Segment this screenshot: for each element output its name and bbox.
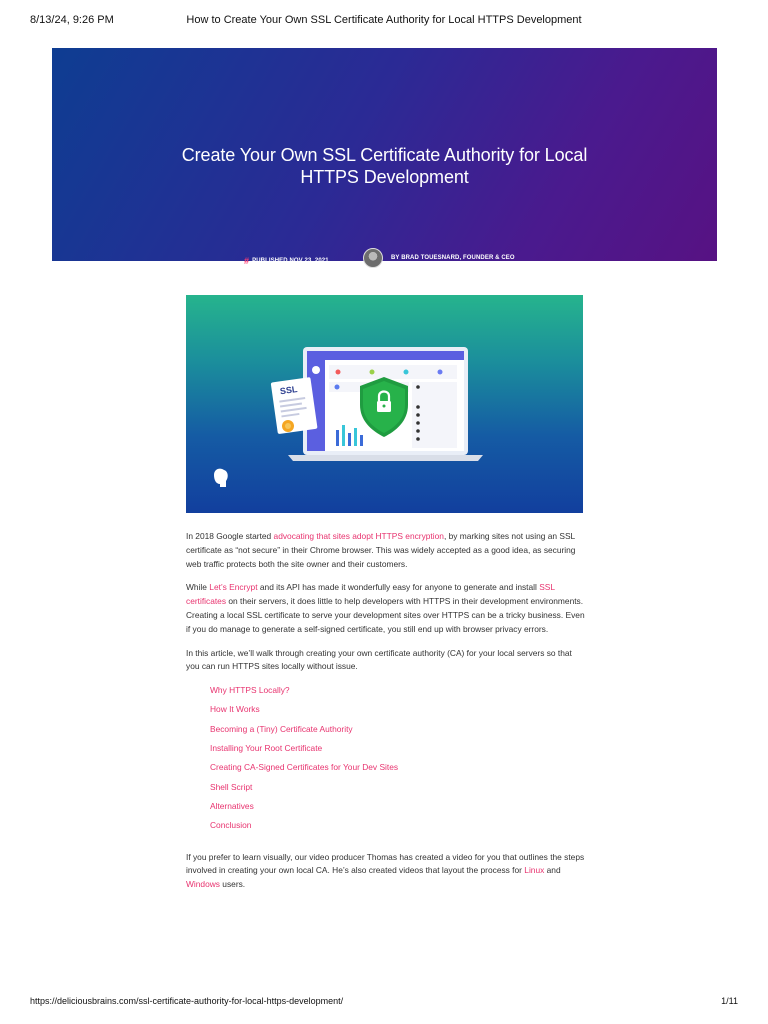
laptop-base bbox=[288, 455, 483, 461]
toc-item[interactable] bbox=[210, 800, 586, 819]
toc-link-conclusion[interactable]: Conclusion bbox=[210, 820, 252, 831]
article-body bbox=[186, 530, 586, 902]
feature-illustration bbox=[186, 295, 583, 513]
toc-link-how-it-works[interactable]: How It Works bbox=[210, 704, 260, 715]
toc-item[interactable] bbox=[210, 703, 586, 722]
page-url: https://deliciousbrains.com/ssl-certificate-authority-for-local-https-development/ bbox=[30, 996, 344, 1006]
article-title-line-2: HTTPS Development bbox=[300, 167, 469, 187]
article-title bbox=[52, 144, 717, 188]
paragraph-overview: In this article, we’ll walk through creating your own certificate authority (CA) for your local servers so that you can run HTTPS sites locally without issue. bbox=[186, 647, 572, 672]
link-lets-encrypt[interactable]: Let’s Encrypt bbox=[209, 582, 258, 593]
toc-link-why-https[interactable]: Why HTTPS Locally? bbox=[210, 685, 290, 696]
user-icon bbox=[312, 366, 320, 374]
print-page-title: How to Create Your Own SSL Certificate Authority for Local HTTPS Development bbox=[186, 14, 582, 26]
app-topbar bbox=[307, 351, 464, 360]
paragraph-letsencrypt: While Let’s Encrypt and its API has made it wonderfully easy for anyone to generate and install SSL certificates on their servers, it does little to help developers with HTTPS in their development environments. Creating a local SSL certificate to serve your development sites over HTTPS can be a tricky business. Even if you do manage to generate a self-signed certificate, you still end up with browser privacy errors. bbox=[186, 582, 585, 634]
hash-icon: # bbox=[244, 256, 250, 266]
toc-link-shell-script[interactable]: Shell Script bbox=[210, 781, 253, 792]
toc-item[interactable] bbox=[210, 723, 586, 742]
link-windows[interactable]: Windows bbox=[186, 879, 220, 890]
toc-item[interactable] bbox=[210, 819, 586, 838]
toc-item[interactable] bbox=[210, 781, 586, 800]
toc-item[interactable] bbox=[210, 742, 586, 761]
publish-date: PUBLISHED NOV 23, 2021 bbox=[252, 258, 329, 264]
toc-link-alternatives[interactable]: Alternatives bbox=[210, 800, 254, 811]
author-info[interactable] bbox=[363, 248, 515, 268]
article-title-line-1: Create Your Own SSL Certificate Authority for Local bbox=[181, 145, 588, 165]
ssl-label: SSL bbox=[279, 384, 299, 397]
paragraph-video: If you prefer to learn visually, our video producer Thomas has created a video for you that outlines the steps involved in creating your own local CA. He’s also created videos that layout the process for Linux and Windows users. bbox=[186, 851, 585, 890]
paragraph-intro: In 2018 Google started advocating that sites adopt HTTPS encryption, by marking sites not using an SSL certificate as “not secure” in their Chrome browser. This was widely accepted as a good idea, as securing web traffic protects both the site owner and their customers. bbox=[186, 531, 576, 569]
publish-info bbox=[244, 256, 329, 266]
toc-link-becoming-ca[interactable]: Becoming a (Tiny) Certificate Authority bbox=[210, 723, 353, 734]
link-google-https[interactable]: advocating that sites adopt HTTPS encryption bbox=[273, 531, 444, 541]
author-name[interactable]: BY BRAD TOUESNARD, FOUNDER & CEO bbox=[391, 255, 515, 261]
toc-link-installing-root[interactable]: Installing Your Root Certificate bbox=[210, 743, 323, 754]
feature-image bbox=[186, 295, 583, 513]
toc-item[interactable] bbox=[210, 761, 586, 780]
table-of-contents bbox=[210, 684, 586, 838]
hero-banner bbox=[52, 48, 717, 266]
ssl-certificate-icon bbox=[271, 377, 318, 434]
author-avatar[interactable] bbox=[363, 248, 383, 268]
link-ssl-certificates[interactable]: SSL certificates bbox=[186, 582, 555, 607]
toc-link-ca-signed[interactable]: Creating CA-Signed Certificates for Your Dev Sites bbox=[210, 762, 399, 773]
print-date: 8/13/24, 9:26 PM bbox=[30, 14, 114, 26]
toc-item[interactable] bbox=[210, 684, 586, 703]
link-linux[interactable]: Linux bbox=[524, 865, 545, 876]
article-meta bbox=[52, 256, 717, 276]
page-number: 1/11 bbox=[721, 996, 738, 1006]
delicious-brains-logo bbox=[214, 469, 228, 487]
